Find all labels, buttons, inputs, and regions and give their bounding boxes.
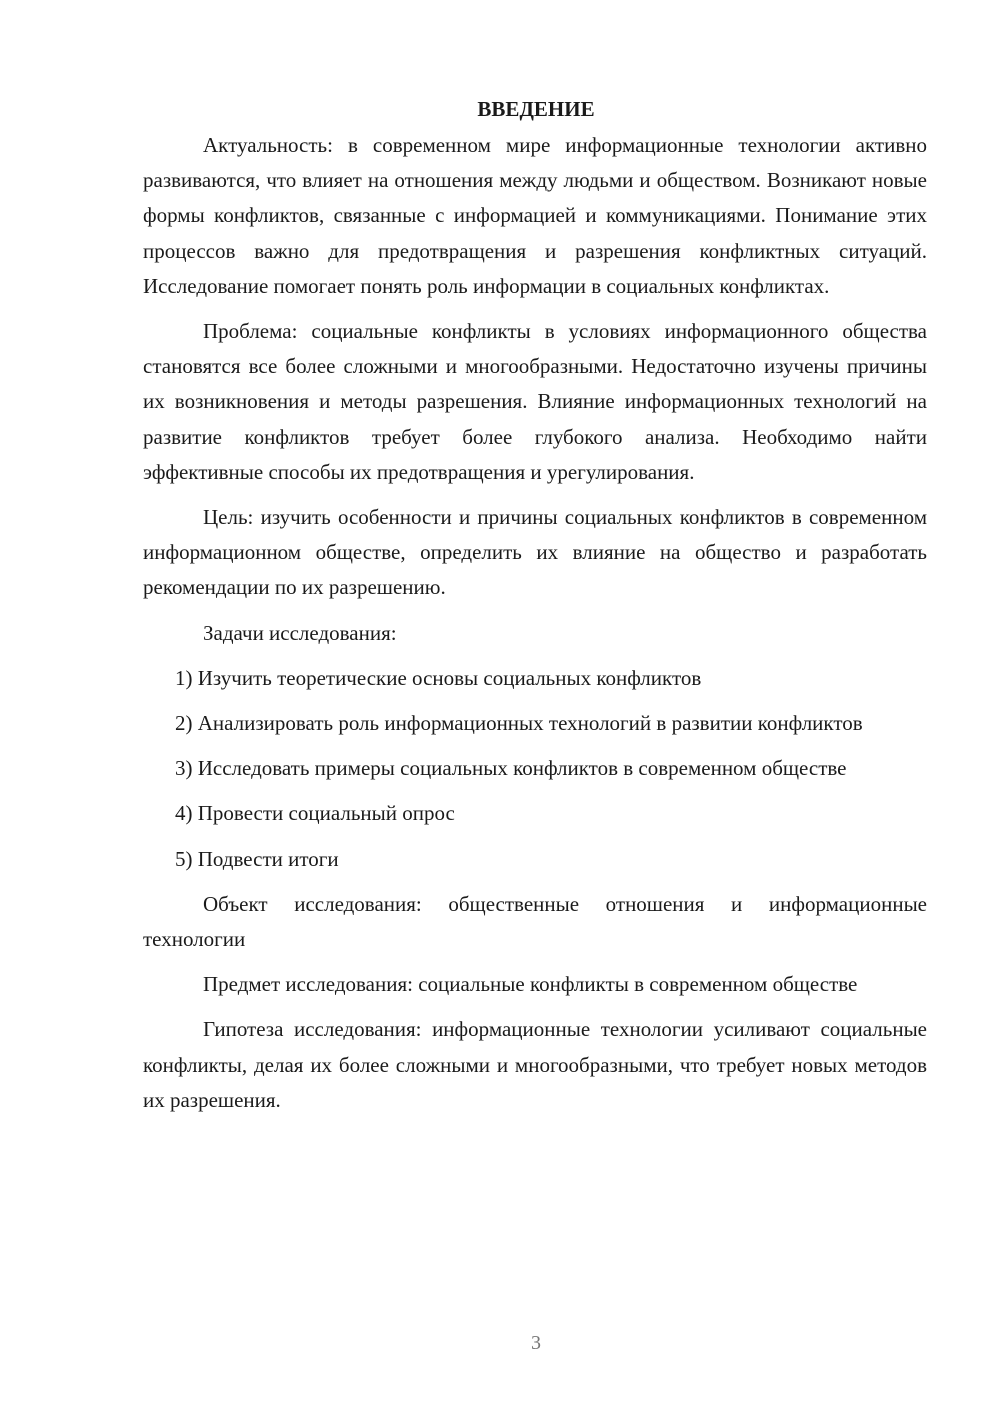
page-number: 3 (531, 1332, 541, 1354)
relevance-paragraph: Актуальность: в современном мире информационные технологии активно развиваются, что влияет на отношения между людьми и обществом. Возникают новые формы конфликтов, связанные с информацией и коммуникациями. Понимание этих процессов важно для предотвращения и разрешения конфликтных ситуаций. Исследование помогает понять роль информации в социальных конфликтах. (143, 133, 927, 298)
hypothesis-paragraph: Гипотеза исследования: информационные технологии усиливают социальные конфликты, делая их более сложными и многообразными, что требует новых методов их разрешения. (143, 1017, 927, 1112)
task-item-4: 4) Провести социальный опрос (175, 801, 455, 826)
problem-paragraph: Проблема: социальные конфликты в условиях информационного общества становятся все более сложными и многообразными. Недостаточно изучены причины их возникновения и методы разрешения. Влияние информационных технологий на развитие конфликтов требует более глубокого анализа. Необходимо найти эффективные способы их предотвращения и урегулирования. (143, 319, 927, 484)
document-page (143, 92, 927, 1128)
task-item-2: 2) Анализировать роль информационных технологий в развитии конфликтов (175, 711, 863, 736)
page-title: ВВЕДЕНИЕ (477, 97, 595, 121)
task-item-5: 5) Подвести итоги (175, 846, 339, 871)
tasks-heading: Задачи исследования: (203, 620, 397, 645)
goal-paragraph: Цель: изучить особенности и причины социальных конфликтов в современном информационном обществе, определить их влияние на общество и разработать рекомендации по их разрешению. (143, 505, 927, 600)
task-item-3: 3) Исследовать примеры социальных конфликтов в современном обществе (175, 756, 847, 781)
subject-paragraph: Предмет исследования: социальные конфликты в современном обществе (203, 972, 858, 997)
object-paragraph: Объект исследования: общественные отношения и информационные технологии (143, 891, 927, 952)
task-item-1: 1) Изучить теоретические основы социальных конфликтов (175, 665, 702, 690)
